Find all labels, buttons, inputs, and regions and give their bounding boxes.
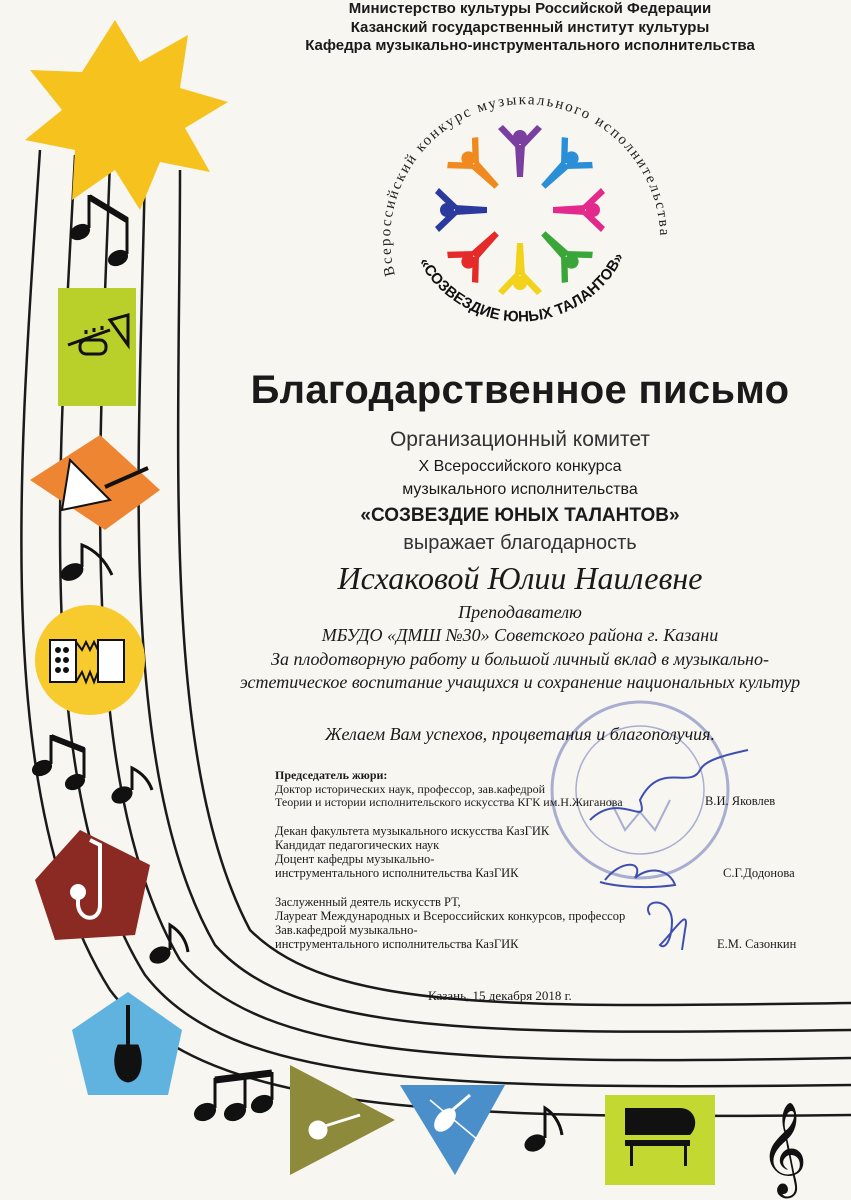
department-head-block [275,895,625,951]
logo-name-text: «СОЗВЕЗДИЕ ЮНЫХ ТАЛАНТОВ» [415,250,628,326]
dean-title-4: инструментального исполнительства КазГИК [275,866,519,880]
dean-title-3: Доцент кафедры музыкально- [275,852,435,866]
logo-emblem [380,90,660,370]
dean-title-2: Кандидат педагогических наук [275,838,440,852]
treble-clef-icon: 𝄞 [760,1101,808,1194]
institute-line: Казанский государственный институт культуры [350,18,710,36]
dancing-figure-icon [498,125,542,177]
music-note-icon [192,1072,276,1124]
gratitude-line: выражает благодарность [403,532,637,554]
dancing-figure-icon [498,243,542,295]
page-title: Благодарственное письмо [250,368,790,412]
green-square-shape [58,288,136,406]
recipient-name: Исхаковой Юлии Наилевне [337,560,703,596]
jury-chair-name: В.И. Яковлев [705,794,776,808]
head-title-3: Зав.кафедрой музыкально- [275,923,418,937]
issue-date: Казань, 15 декабря 2018 г. [428,988,572,1003]
jury-chair-title-2: Теории и истории исполнительского искусства КГК им.Н.Жиганова [275,795,623,809]
dancing-figure-icon [444,134,512,202]
header-block [230,0,830,56]
head-title-2: Лауреат Международных и Всероссийских конкурсов, профессор [275,909,626,923]
department-line: Кафедра музыкально-инструментального исполнительства [305,37,755,54]
org-committee-line: Организационный комитет [389,428,651,451]
dancing-figure-icon [444,218,512,286]
dancing-figure-icon [528,218,596,286]
contest-type-line: музыкального исполнительства [402,481,638,498]
contest-number-line: X Всероссийского конкурса [418,458,622,475]
award-reason: За плодотворную работу и большой личный вклад в музыкально-эстетическое воспитание учащихся и сохранение национальных культур [239,649,801,692]
dean-block [275,824,549,880]
recipient-position: Преподавателю [458,602,582,622]
logo-arc-text: Всероссийский конкурс музыкального исполнительства [378,92,673,278]
music-note-icon [68,195,130,269]
dancing-figure-icon [553,188,605,232]
recipient-school: МБУДО «ДМШ №30» Советского района г. Казани [321,625,719,645]
head-title-4: инструментального исполнительства КазГИК [275,937,519,951]
orange-diamond-shape [30,435,160,530]
blue-triangle-shape [400,1085,505,1175]
sun-star-shape [25,20,228,210]
jury-chair-heading: Председатель жюри: [275,768,388,782]
dean-title-1: Декан факультета музыкального искусства КазГИК [275,824,550,838]
music-note-icon [58,545,112,584]
jury-chair-block [275,769,623,810]
head-title-1: Заслуженный деятель искусств РТ, [275,895,461,909]
dancing-figure-icon [528,134,596,202]
music-note-icon [109,768,152,807]
department-head-name: Е.М. Сазонкин [717,937,797,951]
ministry-line: Министерство культуры Российской Федерации [348,0,712,17]
dean-name: С.Г.Додонова [723,866,795,880]
wish-line: Желаем Вам успехов, процветания и благополучия. [324,724,716,744]
signature-head [648,903,686,951]
jury-chair-title-1: Доктор исторических наук, профессор, зав.кафедрой [275,781,546,796]
dancing-figure-icon [435,188,487,232]
contest-name-line: «СОЗВЕЗДИЕ ЮНЫХ ТАЛАНТОВ» [360,505,680,526]
